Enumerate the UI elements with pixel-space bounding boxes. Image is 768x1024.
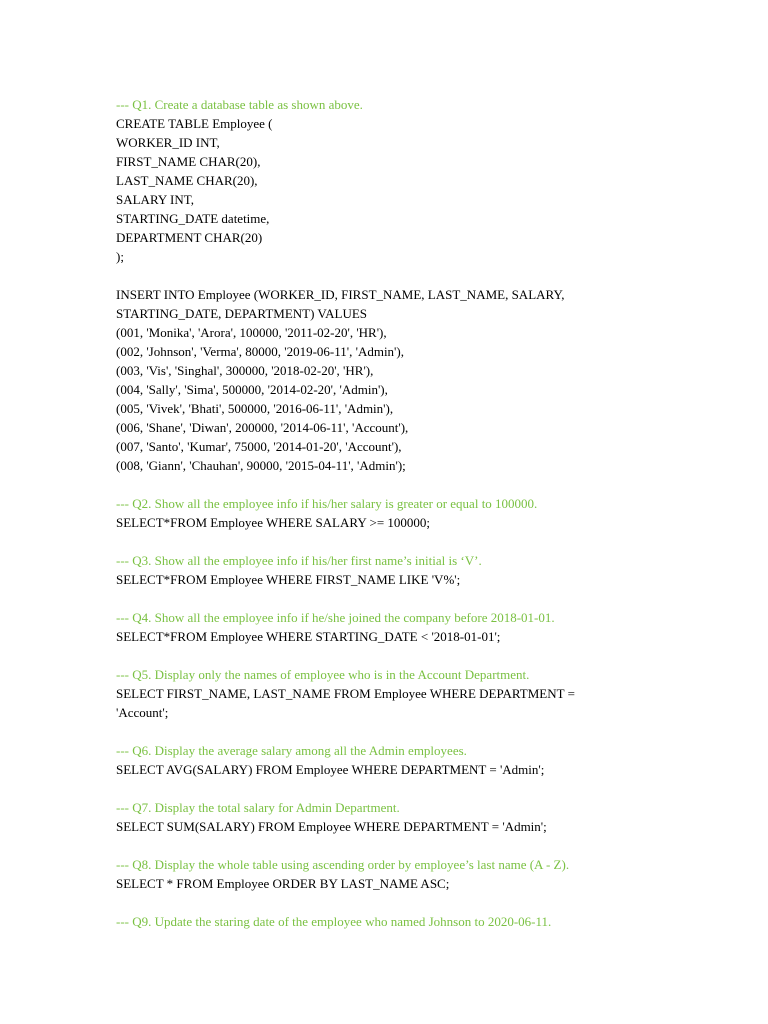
q6-comment: --- Q6. Display the average salary among all the Admin employees.: [116, 743, 467, 758]
q3-comment: --- Q3. Show all the employee info if his/her first name’s initial is ‘V’.: [116, 553, 482, 568]
q5-query: SELECT FIRST_NAME, LAST_NAME FROM Employee WHERE DEPARTMENT =: [116, 686, 575, 701]
insert-values-row: (005, 'Vivek', 'Bhati', 500000, '2016-06-11', 'Admin'),: [116, 401, 394, 416]
insert-values-row: (008, 'Giann', 'Chauhan', 90000, '2015-04-11', 'Admin');: [116, 458, 406, 473]
q6-query: SELECT AVG(SALARY) FROM Employee WHERE DEPARTMENT = 'Admin';: [116, 762, 545, 777]
insert-line: STARTING_DATE, DEPARTMENT) VALUES: [116, 306, 368, 321]
insert-values-row: (006, 'Shane', 'Diwan', 200000, '2014-06-11', 'Account'),: [116, 420, 409, 435]
q7-section: [116, 798, 736, 836]
q2-query: SELECT*FROM Employee WHERE SALARY >= 100000;: [116, 515, 431, 530]
q9-comment: --- Q9. Update the staring date of the employee who named Johnson to 2020-06-11.: [116, 914, 552, 929]
blank-line: [116, 646, 736, 665]
insert-values-row: (007, 'Santo', 'Kumar', 75000, '2014-01-20', 'Account'),: [116, 439, 402, 454]
q5-section: [116, 665, 736, 722]
q2-comment: --- Q2. Show all the employee info if his/her salary is greater or equal to 100000.: [116, 496, 538, 511]
blank-line: [116, 836, 736, 855]
blank-line: [116, 532, 736, 551]
blank-line: [116, 893, 736, 912]
q5-query-continued: 'Account';: [116, 705, 169, 720]
sql-document-body: [116, 95, 736, 931]
q3-section: [116, 551, 736, 589]
create-table-line: CREATE TABLE Employee (: [116, 116, 273, 131]
insert-line: INSERT INTO Employee (WORKER_ID, FIRST_NAME, LAST_NAME, SALARY,: [116, 287, 565, 302]
create-table-line: );: [116, 249, 124, 264]
q1-section: [116, 95, 736, 475]
create-table-line: LAST_NAME CHAR(20),: [116, 173, 258, 188]
q8-comment: --- Q8. Display the whole table using ascending order by employee’s last name (A - Z).: [116, 857, 570, 872]
q5-comment: --- Q5. Display only the names of employee who is in the Account Department.: [116, 667, 530, 682]
insert-values-row: (001, 'Monika', 'Arora', 100000, '2011-02-20', 'HR'),: [116, 325, 387, 340]
q1-comment: --- Q1. Create a database table as shown above.: [116, 97, 363, 112]
q8-section: [116, 855, 736, 893]
create-table-line: FIRST_NAME CHAR(20),: [116, 154, 261, 169]
blank-line: [116, 779, 736, 798]
q3-query: SELECT*FROM Employee WHERE FIRST_NAME LIKE 'V%';: [116, 572, 461, 587]
insert-values-row: (003, 'Vis', 'Singhal', 300000, '2018-02-20', 'HR'),: [116, 363, 374, 378]
create-table-line: WORKER_ID INT,: [116, 135, 220, 150]
blank-line: [116, 589, 736, 608]
q8-query: SELECT * FROM Employee ORDER BY LAST_NAME ASC;: [116, 876, 450, 891]
q7-comment: --- Q7. Display the total salary for Admin Department.: [116, 800, 400, 815]
create-table-line: STARTING_DATE datetime,: [116, 211, 270, 226]
q4-comment: --- Q4. Show all the employee info if he/she joined the company before 2018-01-01.: [116, 610, 555, 625]
q2-section: [116, 494, 736, 532]
q9-section: [116, 912, 736, 931]
q7-query: SELECT SUM(SALARY) FROM Employee WHERE DEPARTMENT = 'Admin';: [116, 819, 547, 834]
create-table-line: SALARY INT,: [116, 192, 194, 207]
insert-values-row: (002, 'Johnson', 'Verma', 80000, '2019-06-11', 'Admin'),: [116, 344, 404, 359]
blank-line: [116, 475, 736, 494]
q4-section: [116, 608, 736, 646]
q4-query: SELECT*FROM Employee WHERE STARTING_DATE < '2018-01-01';: [116, 629, 501, 644]
q6-section: [116, 741, 736, 779]
insert-values-row: (004, 'Sally', 'Sima', 500000, '2014-02-20', 'Admin'),: [116, 382, 388, 397]
blank-line: [116, 266, 736, 285]
blank-line: [116, 722, 736, 741]
create-table-line: DEPARTMENT CHAR(20): [116, 230, 263, 245]
